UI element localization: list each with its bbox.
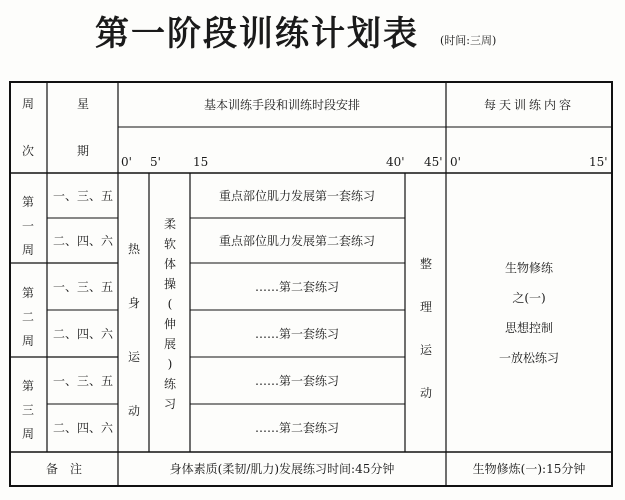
tick-45: 45' bbox=[424, 155, 443, 169]
tick-15: 15 bbox=[193, 155, 209, 169]
header-qi: 期 bbox=[76, 144, 89, 158]
header-basic-training: 基本训练手段和训练时段安排 bbox=[203, 98, 361, 112]
day-row-3: 一、三、五 bbox=[52, 280, 114, 294]
footer-label: 备 注 bbox=[45, 462, 83, 476]
day-row-6: 二、四、六 bbox=[52, 421, 114, 435]
tick-daily-0: 0' bbox=[450, 155, 461, 169]
week-3-label: 第 三 周 bbox=[21, 379, 34, 441]
week-2-label: 第 二 周 bbox=[21, 286, 34, 348]
warmup-label: 热 身 运 动 bbox=[127, 242, 140, 418]
footer-note-right: 生物修炼(一):15分钟 bbox=[472, 462, 586, 476]
page-title: 第一阶段训练计划表 bbox=[95, 14, 419, 54]
tick-daily-15: 15' bbox=[589, 155, 608, 169]
week-1-label: 第 一 周 bbox=[21, 195, 34, 257]
daily-line-3: 思想控制 bbox=[504, 321, 554, 335]
exercise-row-2: 重点部位肌力发展第二套练习 bbox=[218, 234, 376, 248]
daily-line-1: 生物修练 bbox=[504, 261, 554, 275]
daily-line-4: 一放松练习 bbox=[498, 351, 560, 365]
tick-5: 5' bbox=[150, 155, 161, 169]
day-row-4: 二、四、六 bbox=[52, 327, 114, 341]
cooldown-label: 整 理 运 动 bbox=[419, 257, 432, 400]
day-row-5: 一、三、五 bbox=[52, 374, 114, 388]
exercise-row-4: ……第一套练习 bbox=[254, 327, 340, 341]
exercise-row-3: ……第二套练习 bbox=[254, 280, 340, 294]
exercise-row-6: ……第二套练习 bbox=[254, 421, 340, 435]
tick-0: 0' bbox=[121, 155, 132, 169]
title-note: (时间:三周) bbox=[440, 34, 497, 47]
header-xing: 星 bbox=[76, 97, 89, 111]
daily-line-2: 之(一) bbox=[512, 291, 546, 305]
footer-note-middle: 身体素质(柔韧/肌力)发展练习时间:45分钟 bbox=[169, 462, 395, 476]
day-row-1: 一、三、五 bbox=[52, 189, 114, 203]
header-zhou: 周 bbox=[21, 97, 34, 111]
stretching-label: 柔 软 体 操 ( 伸 展 ) 练 习 bbox=[163, 217, 176, 411]
exercise-row-5: ……第一套练习 bbox=[254, 374, 340, 388]
tick-40: 40' bbox=[386, 155, 405, 169]
day-row-2: 二、四、六 bbox=[52, 234, 114, 248]
header-daily-content: 每天训练内容 bbox=[483, 98, 575, 112]
exercise-row-1: 重点部位肌力发展第一套练习 bbox=[218, 189, 376, 203]
header-ci: 次 bbox=[21, 144, 34, 158]
